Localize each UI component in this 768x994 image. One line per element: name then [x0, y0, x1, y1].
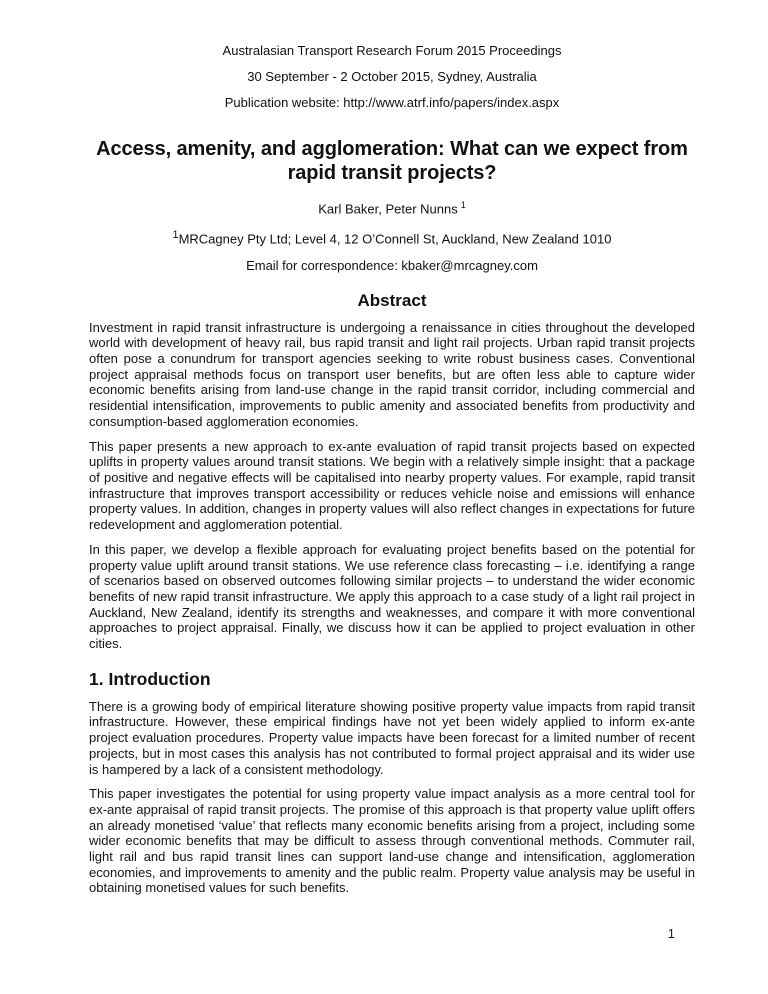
abstract-paragraph: Investment in rapid transit infrastructure is undergoing a renaissance in cities throughout the developed world with development of heavy rail, bus rapid transit and light rail projects. Urban rapid transit projects often pose a conundrum for transport agencies seeking to write robust business cases. Conventional project appraisal methods focus on transport user benefits, but are often less able to capture wider economic benefits arising from land-use change in the rapid transit corridor, including commercial and residential intensification, improvements to public amenity and associated benefits from productivity and consumption-based agglomeration economies. [89, 319, 695, 429]
conference-header [89, 38, 695, 116]
paper-title: Access, amenity, and agglomeration: What can we expect from rapid transit projects? [96, 138, 688, 184]
publication-website: Publication website: http://www.atrf.info/papers/index.aspx [224, 95, 560, 110]
abstract-paragraph: This paper presents a new approach to ex-ante evaluation of rapid transit projects based on expected uplifts in property values around transit stations. We begin with a relatively simple insight: that a package of positive and negative effects will be capitalised into nearby property values. For example, rapid transit infrastructure that improves transport accessibility or reduces vehicle noise and emissions will enhance property values. In addition, changes in property values will also reflect changes in expectations for future redevelopment and agglomeration potential. [89, 438, 695, 533]
abstract-paragraph: In this paper, we develop a flexible approach for evaluating project benefits based on the potential for property value uplift around transit stations. We use reference class forecasting – i.e. identifying a range of scenarios based on observed outcomes following similar projects – to understand the wider economic benefits of new rapid transit infrastructure. We apply this approach to a case study of a light rail project in Auckland, New Zealand, identify its strengths and weaknesses, and compare it with more conventional approaches to project appraisal. Finally, we discuss how it can be applied to project evaluation in other cities. [89, 541, 695, 652]
correspondence-line: Email for correspondence: kbaker@mrcagney.com [246, 257, 538, 273]
author-line [89, 197, 695, 217]
intro-paragraph: This paper investigates the potential for using property value impact analysis as a more central tool for ex-ante appraisal of rapid transit projects. The promise of this approach is that property value uplift offers an already monetised ‘value’ that reflects many economic benefits arising from a project, including some wider economic benefits that may be difficult to assess through conventional methods. Commuter rail, light rail and bus rapid transit lines can support land-use change and intensification, agglomeration economies, and improvements to amenity and the public realm. Property value analysis may be useful in obtaining monetised values for such benefits. [89, 786, 695, 896]
affiliation-footnote-marker: 1 [172, 229, 179, 242]
abstract-heading: Abstract [357, 290, 427, 310]
section-heading-introduction: 1. Introduction [89, 668, 211, 689]
page-number: 1 [667, 926, 675, 941]
document-page [89, 0, 695, 896]
intro-paragraph: There is a growing body of empirical literature showing positive property value impacts from rapid transit infrastructure. However, these empirical findings have not yet been widely applied to inform ex-ante project evaluation procedures. Property value impacts have been forecast for a limited number of recent projects, but in most cases this analysis has not contributed to formal project appraisal and its wider use is hampered by a lack of a consistent methodology. [89, 698, 695, 777]
author-names: Karl Baker, Peter Nunns [318, 201, 458, 217]
affiliation-text: MRCagney Pty Ltd; Level 4, 12 O’Connell St, Auckland, New Zealand 1010 [178, 231, 612, 247]
conference-date-location: 30 September - 2 October 2015, Sydney, Australia [247, 69, 537, 84]
affiliation-line [89, 227, 695, 247]
author-footnote-marker: 1 [460, 200, 466, 210]
conference-name: Australasian Transport Research Forum 2015 Proceedings [222, 43, 562, 58]
